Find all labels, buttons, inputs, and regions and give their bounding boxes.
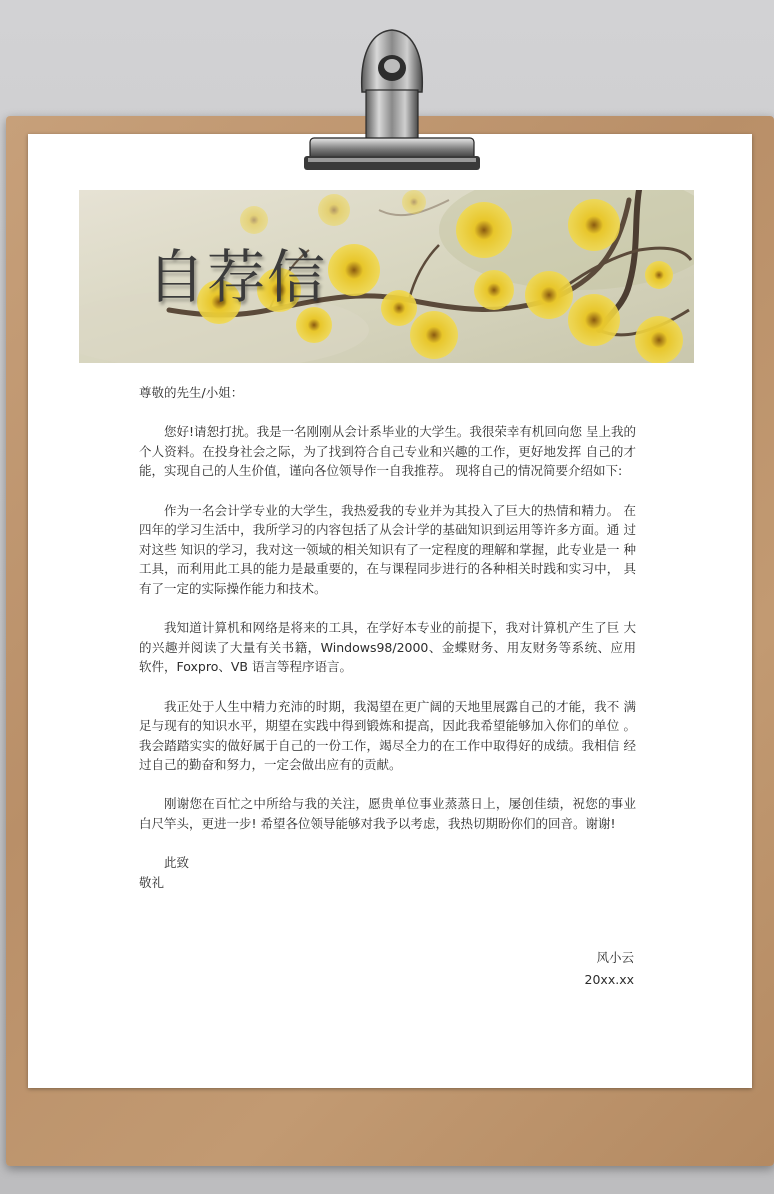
paragraph-4: 我正处于人生中精力充沛的时期，我渴望在更广阔的天地里展露自己的才能，我不 满足与现有的知识水平，期望在实践中得到锻炼和提高，因此我希望能够加入你们的单位 。我会踏踏实实的做好属于自己的一份工作，竭尽全力的在工作中取得好的成绩。我相信 经过自己的勤奋和努力，一定会做出应有的贡献。 (139, 698, 636, 773)
paragraph-2: 作为一名会计学专业的大学生，我热爱我的专业并为其投入了巨大的热情和精力。 在四年的学习生活中，我所学习的内容包括了从会计学的基础知识到运用等许多方面。通 过对这些 知识的学习，我对这一领域的相关知识有了一定程度的理解和掌握，此专业是一 种工具，而利用此工具的能力是最重要的，在与课程同步进行的各种相关时践和实习中， 具有了一定的实际操作能力和技术。 (139, 502, 636, 596)
signature-name: 风小云 (596, 950, 634, 965)
closing-greeting: 此致 (164, 855, 190, 871)
banner-title: 自荐信 (147, 243, 328, 311)
header-banner (79, 190, 694, 363)
paragraph-5: 刚谢您在百忙之中所给与我的关注，愿贵单位事业蒸蒸日上，屡创佳绩，祝您的事业 白尺竿头，更进一步! 希望各位领导能够对我予以考虑，我热切期盼你们的回音。谢谢! (139, 796, 636, 832)
letter-body (139, 383, 636, 892)
signature-block (585, 947, 634, 991)
paragraph-1: 您好!请恕打扰。我是一名刚刚从会计系毕业的大学生。我很荣幸有机回向您 呈上我的个人资料。在投身社会之际，为了找到符合自己专业和兴趣的工作，更好地发挥 自己的才能，实现自己的人生价值，谨向各位领导作一自我推荐。 现将自己的情况简要介绍如下: (139, 424, 636, 479)
signature-date: 20xx.xx (584, 972, 634, 987)
salutation: 尊敬的先生/小姐： (139, 385, 244, 400)
closing-regards: 敬礼 (139, 874, 165, 890)
paragraph-3: 我知道计算机和网络是将来的工具，在学好本专业的前提下，我对计算机产生了巨 大的兴趣并阅读了大量有关书籍，Windows98/2000、金蝶财务、用友财务等系统、应用 软件，Foxpro、VB 语言等程序语言。 (139, 620, 636, 675)
